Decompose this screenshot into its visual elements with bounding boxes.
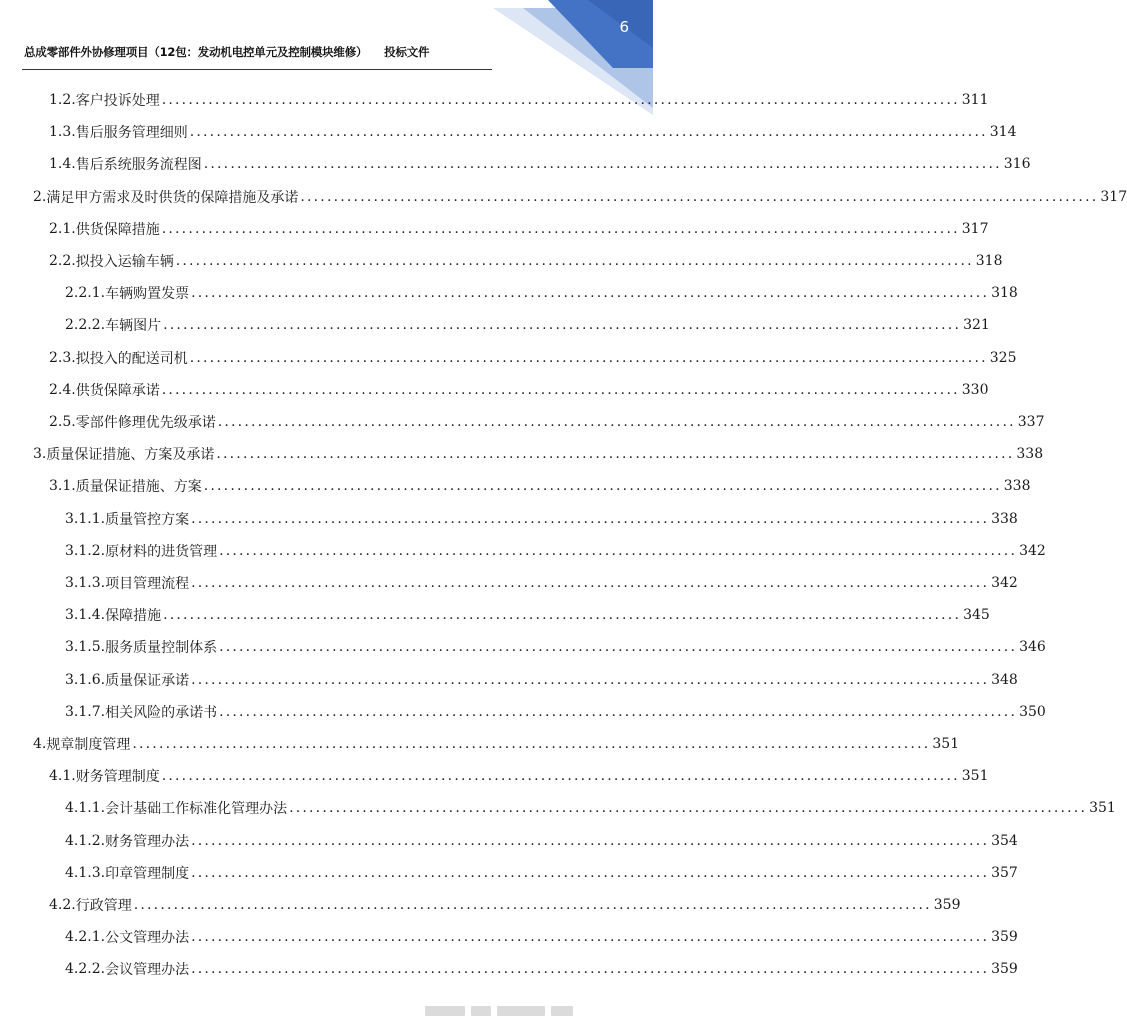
- toc-entry-number: 1.2.: [49, 92, 76, 108]
- toc-entry[interactable]: [33, 185, 1127, 209]
- toc-entry[interactable]: [49, 88, 989, 112]
- toc-entry[interactable]: [49, 217, 989, 241]
- toc-entry-number: 2.3.: [49, 349, 76, 366]
- toc-entry-number: 4.1.: [49, 768, 76, 785]
- toc-entry[interactable]: [65, 925, 1018, 949]
- toc-leader-dots: ........................................................................................................................: [219, 703, 1018, 720]
- toc-entry-title: 项目管理流程: [105, 576, 190, 592]
- toc-entry-title: 拟投入运输车辆: [75, 254, 174, 270]
- toc-entry[interactable]: [49, 378, 989, 402]
- toc-entry-title: 规章制度管理: [46, 737, 131, 753]
- toc-entry-number: 3.1.1.: [65, 510, 106, 527]
- toc-entry[interactable]: [65, 957, 1018, 981]
- toc-entry[interactable]: [49, 893, 961, 917]
- toc-leader-dots: ........................................................................................................................: [289, 800, 1088, 817]
- toc-entry-number: 4.1.3.: [65, 864, 106, 881]
- toc-entry-title: 质量保证措施、方案: [75, 479, 202, 496]
- toc-leader-dots: ........................................................................................................................: [203, 478, 1002, 495]
- page-number: 6: [619, 18, 629, 36]
- toc-entry-page: 359: [991, 961, 1018, 978]
- toc-entry-number: 3.1.: [49, 478, 76, 495]
- toc-entry[interactable]: [49, 474, 1031, 498]
- toc-leader-dots: ........................................................................................................................: [191, 285, 990, 302]
- toc-entry[interactable]: [65, 539, 1046, 563]
- toc-entry-page: 348: [991, 671, 1018, 688]
- toc-entry[interactable]: [65, 507, 1018, 531]
- toc-entry-page: 318: [991, 285, 1018, 302]
- toc-entry-page: 345: [963, 607, 990, 624]
- toc-entry-title: 售后系统服务流程图: [75, 157, 202, 174]
- toc-entry-title: 车辆图片: [105, 318, 162, 335]
- toc-entry-title: 客户投诉处理: [75, 93, 160, 109]
- toc-entry-number: 2.5.: [49, 414, 76, 430]
- toc-entry-page: 316: [1003, 156, 1031, 173]
- toc-entry-number: 4.2.1.: [65, 929, 106, 946]
- toc-entry[interactable]: [65, 313, 990, 337]
- toc-entry-page: 346: [1019, 639, 1046, 656]
- toc-entry-page: 318: [975, 253, 1003, 269]
- toc-leader-dots: ........................................................................................................................: [219, 639, 1018, 656]
- document-header-title: 总成零部件外协修理项目（12包：发动机电控单元及控制模块维修） 投标文件: [24, 45, 430, 59]
- toc-entry-page: 351: [932, 736, 960, 752]
- toc-leader-dots: ........................................................................................................................: [161, 220, 960, 237]
- toc-entry[interactable]: [65, 700, 1046, 724]
- toc-entry[interactable]: [49, 764, 989, 788]
- toc-entry-number: 2.4.: [49, 381, 76, 398]
- toc-entry-page: 314: [989, 124, 1017, 141]
- toc-entry[interactable]: [49, 152, 1031, 176]
- toc-entry-title: 供货保障措施: [75, 221, 160, 238]
- toc-entry-page: 338: [1003, 478, 1031, 495]
- toc-leader-dots: ........................................................................................................................: [191, 961, 990, 978]
- toc-entry-title: 原材料的进货管理: [105, 543, 218, 560]
- toc-leader-dots: ........................................................................................................................: [216, 446, 1015, 463]
- toc-entry-title: 印章管理制度: [105, 865, 190, 882]
- toc-entry[interactable]: [65, 861, 1018, 885]
- toc-entry[interactable]: [49, 120, 1017, 144]
- toc-entry-page: 338: [1016, 446, 1044, 463]
- toc-entry-title: 供货保障承诺: [75, 382, 160, 399]
- toc-entry[interactable]: [65, 571, 1018, 595]
- toc-entry-page: 337: [1017, 414, 1045, 430]
- toc-entry-title: 售后服务管理细则: [75, 125, 188, 142]
- toc-leader-dots: ........................................................................................................................: [161, 92, 960, 108]
- toc-entry[interactable]: [33, 732, 960, 756]
- toc-leader-dots: ........................................................................................................................: [203, 156, 1002, 173]
- toc-entry-number: 4.2.2.: [65, 961, 106, 978]
- toc-entry-number: 2.2.1.: [65, 285, 106, 302]
- toc-entry-number: 3.1.2.: [65, 542, 106, 559]
- toc-leader-dots: ........................................................................................................................: [175, 253, 974, 269]
- toc-entry-number: 4.1.1.: [65, 800, 106, 817]
- toc-entry-title: 相关风险的承诺书: [105, 704, 218, 721]
- toc-entry-number: 3.1.5.: [65, 639, 106, 656]
- toc-leader-dots: ........................................................................................................................: [191, 864, 990, 881]
- toc-leader-dots: ........................................................................................................................: [300, 188, 1099, 205]
- toc-entry-number: 1.3.: [49, 124, 76, 141]
- toc-entry-page: 317: [1100, 188, 1127, 205]
- toc-leader-dots: ........................................................................................................................: [191, 671, 990, 688]
- toc-entry-page: 354: [991, 832, 1018, 849]
- toc-leader-dots: ........................................................................................................................: [133, 897, 932, 913]
- toc-entry-number: 2.: [33, 188, 47, 205]
- toc-entry-title: 会议管理办法: [105, 962, 190, 979]
- toc-entry-number: 3.1.4.: [65, 607, 106, 624]
- toc-entry-page: 359: [991, 929, 1018, 946]
- toc-entry-number: 2.2.2.: [65, 317, 106, 334]
- toc-entry-number: 3.1.6.: [65, 671, 106, 688]
- toc-entry-title: 财务管理制度: [75, 769, 160, 786]
- toc-entry-title: 会计基础工作标准化管理办法: [105, 801, 288, 818]
- toc-entry-number: 3.1.7.: [65, 703, 106, 720]
- toc-entry-number: 2.1.: [49, 220, 76, 237]
- toc-entry[interactable]: [65, 796, 1116, 820]
- toc-leader-dots: ........................................................................................................................: [189, 124, 988, 141]
- toc-entry-number: 2.2.: [49, 253, 76, 269]
- toc-entry-page: 321: [963, 317, 990, 334]
- toc-entry-title: 零部件修理优先级承诺: [75, 415, 216, 431]
- toc-entry-title: 公文管理办法: [105, 930, 190, 947]
- toc-entry[interactable]: [65, 603, 990, 627]
- toc-leader-dots: ........................................................................................................................: [161, 381, 960, 398]
- toc-entry-title: 质量保证措施、方案及承诺: [46, 447, 215, 464]
- toc-leader-dots: ........................................................................................................................: [191, 510, 990, 527]
- toc-entry-title: 满足甲方需求及时供货的保障措施及承诺: [46, 189, 299, 206]
- toc-entry-number: 3.: [33, 446, 47, 463]
- toc-entry-title: 质量保证承诺: [105, 672, 190, 689]
- toc-entry-title: 质量管控方案: [105, 511, 190, 528]
- toc-entry-title: 行政管理: [75, 898, 132, 914]
- toc-entry-number: 4.1.2.: [65, 832, 106, 849]
- toc-entry[interactable]: [65, 281, 1018, 305]
- toc-entry-number: 4.: [33, 736, 47, 752]
- toc-leader-dots: ........................................................................................................................: [163, 607, 962, 624]
- toc-entry-page: 350: [1019, 703, 1046, 720]
- watermark: [425, 1006, 573, 1016]
- toc-entry[interactable]: [65, 668, 1018, 692]
- toc-leader-dots: ........................................................................................................................: [161, 768, 960, 785]
- toc-leader-dots: ........................................................................................................................: [163, 317, 962, 334]
- toc-entry-page: 342: [1019, 542, 1046, 559]
- toc-entry-page: 357: [991, 864, 1018, 881]
- toc-leader-dots: ........................................................................................................................: [191, 929, 990, 946]
- toc-entry-title: 保障措施: [105, 608, 162, 625]
- toc-entry-page: 338: [991, 510, 1018, 527]
- toc-leader-dots: ........................................................................................................................: [219, 542, 1018, 559]
- toc-entry-title: 拟投入的配送司机: [75, 350, 188, 367]
- toc-entry[interactable]: [49, 410, 1045, 434]
- toc-entry[interactable]: [65, 635, 1046, 659]
- toc-entry-number: 4.2.: [49, 897, 76, 913]
- toc-entry[interactable]: [49, 346, 1017, 370]
- toc-entry-page: 325: [989, 349, 1017, 366]
- toc-entry-title: 车辆购置发票: [105, 286, 190, 303]
- toc-entry-page: 317: [961, 220, 989, 237]
- toc-leader-dots: ........................................................................................................................: [132, 736, 931, 752]
- toc-leader-dots: ........................................................................................................................: [191, 832, 990, 849]
- toc-leader-dots: ........................................................................................................................: [189, 349, 988, 366]
- toc-leader-dots: ........................................................................................................................: [217, 414, 1016, 430]
- toc-entry-page: 311: [961, 92, 989, 108]
- toc-entry-page: 351: [961, 768, 989, 785]
- toc-entry-title: 服务质量控制体系: [105, 640, 218, 657]
- toc-entry-number: 1.4.: [49, 156, 76, 173]
- toc-entry-title: 财务管理办法: [105, 833, 190, 850]
- toc-leader-dots: ........................................................................................................................: [191, 575, 990, 591]
- toc-entry[interactable]: [65, 829, 1018, 853]
- header-divider: [22, 69, 492, 70]
- toc-entry-page: 359: [933, 897, 961, 913]
- toc-entry-page: 330: [961, 381, 989, 398]
- toc-entry-page: 342: [991, 575, 1018, 591]
- toc-entry-number: 3.1.3.: [65, 575, 106, 591]
- toc-entry-page: 351: [1089, 800, 1116, 817]
- toc-entry[interactable]: [49, 249, 1003, 273]
- toc-entry[interactable]: [33, 442, 1044, 466]
